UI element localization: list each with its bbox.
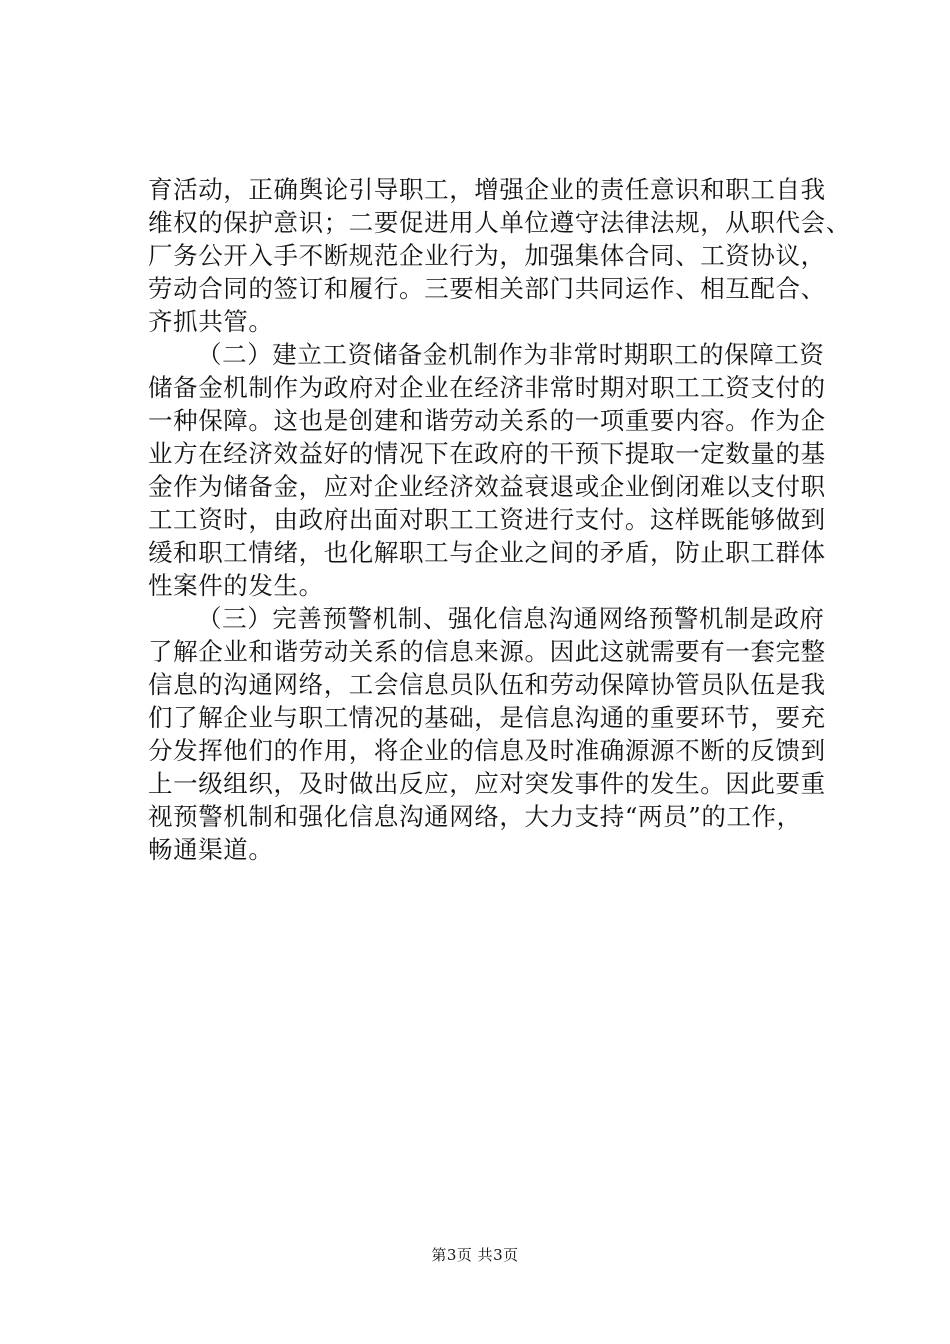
text-line: 缓和职工情绪，也化解职工与企业之间的矛盾，防止职工群体 <box>148 538 826 567</box>
text-line: 性案件的发生。 <box>148 571 324 600</box>
text-line: 齐抓共管。 <box>148 307 274 336</box>
text-line: 们了解企业与职工情况的基础，是信息沟通的重要环节，要充 <box>148 703 826 732</box>
text-line: 厂务公开入手不断规范企业行为，加强集体合同、工资协议， <box>148 241 826 270</box>
text-line: 上一级组织，及时做出反应，应对突发事件的发生。因此要重 <box>148 769 826 798</box>
text-line: 一种保障。这也是创建和谐劳动关系的一项重要内容。作为企 <box>148 406 826 435</box>
text-line: 工工资时，由政府出面对职工工资进行支付。这样既能够做到 <box>148 505 826 534</box>
text-line: 视预警机制和强化信息沟通网络，大力支持“两员”的工作， <box>148 802 802 831</box>
text-line: 业方在经济效益好的情况下在政府的干预下提取一定数量的基 <box>148 439 826 468</box>
body-text <box>148 173 851 866</box>
text-line: 劳动合同的签订和履行。三要相关部门共同运作、相互配合、 <box>148 274 826 303</box>
page-number-footer: 第3页 共3页 <box>431 1246 519 1264</box>
paragraph-heading-3: （三）完善预警机制、强化信息沟通网络预警机制是政府 <box>197 604 825 633</box>
text-line: 分发挥他们的作用，将企业的信息及时准确源源不断的反馈到 <box>148 736 826 765</box>
paragraph-heading-2: （二）建立工资储备金机制作为非常时期职工的保障工资 <box>197 340 825 369</box>
text-line: 金作为储备金，应对企业经济效益衰退或企业倒闭难以支付职 <box>148 472 826 501</box>
text-line: 信息的沟通网络，工会信息员队伍和劳动保障协管员队伍是我 <box>148 670 826 699</box>
text-line: 维权的保护意识；二要促进用人单位遵守法律法规，从职代会、 <box>148 208 851 237</box>
text-line: 了解企业和谐劳动关系的信息来源。因此这就需要有一套完整 <box>148 637 826 666</box>
text-line: 育活动，正确舆论引导职工，增强企业的责任意识和职工自我 <box>148 175 826 204</box>
text-line: 储备金机制作为政府对企业在经济非常时期对职工工资支付的 <box>148 373 826 402</box>
text-line: 畅通渠道。 <box>148 835 274 864</box>
